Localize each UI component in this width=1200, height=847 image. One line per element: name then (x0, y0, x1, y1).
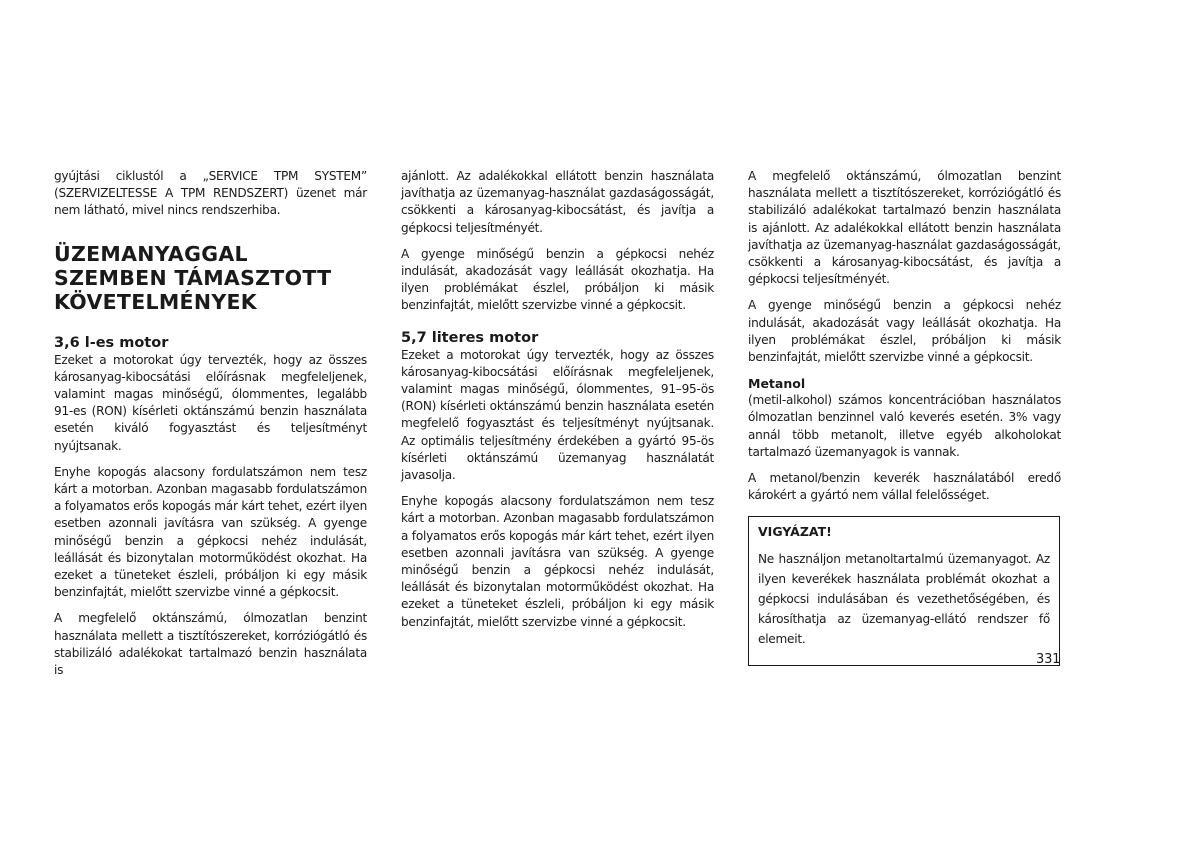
page-number: 331 (1036, 652, 1061, 667)
paragraph: Ezeket a motorokat úgy tervezték, hogy az összes károsanyag-kibocsátási előírásnak megfeleljenek, valamint magas minőségű, ólommentes, legalább 91-es (RON) kísérleti oktánszámú benzin használata esetén kiváló fogyasztást és teljesítményt nyújtsanak. (54, 352, 367, 453)
warning-box (748, 516, 1060, 666)
paragraph: A gyenge minőségű benzin a gépkocsi nehéz indulását, akadozását vagy leállását okozhatja. Ha ilyen problémákat észlel, próbáljon ki másik benzinfajtát, mielőtt szervizbe vinné a gépkocsit. (748, 298, 1061, 365)
paragraph: A gyenge minőségű benzin a gépkocsi nehéz indulását, akadozását vagy leállását okozhatja. Ha ilyen problémákat észlel, próbáljon ki másik benzinfajtát, mielőtt szervizbe vinné a gépkocsit. (401, 246, 714, 313)
paragraph: A metanol/benzin keverék használatából eredő károkért a gyártó nem vállal felelősséget. (748, 471, 1061, 503)
paragraph: Ezeket a motorokat úgy tervezték, hogy az összes károsanyag-kibocsátási előírásnak megfeleljenek, valamint magas minőségű, ólommentes, 91–95-ös (RON) kísérleti oktánszámú benzin használata esetén megfelelő fogyasztást és teljesítményt nyújtsanak. Az optimális teljesítmény érdekében a gyártó 95-ös kísérleti oktánszámú üzemanyag használatát javasolja. (401, 347, 714, 483)
paragraph: Enyhe kopogás alacsony fordulatszámon nem tesz kárt a motorban. Azonban magasabb fordulatszámon a folyamatos erős kopogás már kárt tehet, ezért ilyen esetben azonnali javításra van szükség. A gyenge minőségű benzin a gépkocsi nehéz indulását, leállását és bizonytalan motorműködést okozhat. Ha ezeket a tüneteket észleli, próbáljon ki egy másik benzinfajtát, mielőtt szervizbe vinné a gépkocsit. (401, 494, 714, 629)
paragraph: (metil-alkohol) számos koncentrációban használatos ólmozatlan benzinnel való keverés esetén. 3% vagy annál több metanolt, illetve egyéb alkoholokat tartalmazó üzemanyagok is vannak. (748, 393, 1061, 459)
column-middle (401, 168, 714, 631)
warning-title: VIGYÁZAT! (758, 524, 832, 540)
column-left (54, 168, 367, 679)
paragraph: ajánlott. Az adalékokkal ellátott benzin használata javíthatja az üzemanyag-használat gazdaságosságát, csökkenti a károsanyag-kibocsátást, és javítja a gépkocsi teljesítményét. (401, 169, 714, 235)
paragraph: Enyhe kopogás alacsony fordulatszámon nem tesz kárt a motorban. Azonban magasabb fordulatszámon a folyamatos erős kopogás már kárt tehet, ezért ilyen esetben azonnali javításra van szükség. A gyenge minőségű benzin a gépkocsi nehéz indulását, leállását és bizonytalan motorműködést okozhat. Ha ezeket a tüneteket észleli, próbáljon ki egy másik benzinfajtát, mielőtt szervizbe vinné a gépkocsit. (54, 464, 367, 600)
section-heading: ÜZEMANYAGGAL SZEMBEN TÁMASZTOTT KÖVETELMÉNYEK (54, 241, 332, 314)
metanol-heading: Metanol (748, 376, 806, 392)
column-right (748, 168, 1061, 666)
warning-text: Ne használjon metanoltartalmú üzemanyagot. Az ilyen keverékek használata problémát okozhat a gépkocsi indulásában és vezethetőségében, és károsíthatja az üzemanyag-ellátó rendszer fő elemeit. (758, 552, 1050, 646)
subsection-heading-3-6-engine: 3,6 l-es motor (54, 334, 169, 351)
paragraph: A megfelelő oktánszámú, ólmozatlan benzint használata mellett a tisztítószereket, korróziógátló és stabilizáló adalékokat tartalmazó benzin használata is (54, 611, 367, 678)
intro-paragraph: gyújtási ciklustól a „SERVICE TPM SYSTEM” (SZERVIZELTESSE A TPM RENDSZERT) üzenet már nem látható, mivel nincs rendszerhiba. (54, 169, 367, 218)
paragraph: A megfelelő oktánszámú, ólmozatlan benzint használata mellett a tisztítószereket, korróziógátló és stabilizáló adalékokat tartalmazó benzin használata is ajánlott. Az adalékokkal ellátott benzin használata javíthatja az üzemanyag-használat gazdaságosságát, csökkenti a károsanyag-kibocsátást, és javítja a gépkocsi teljesítményét. (748, 169, 1061, 287)
subsection-heading-5-7-engine: 5,7 literes motor (401, 329, 539, 346)
